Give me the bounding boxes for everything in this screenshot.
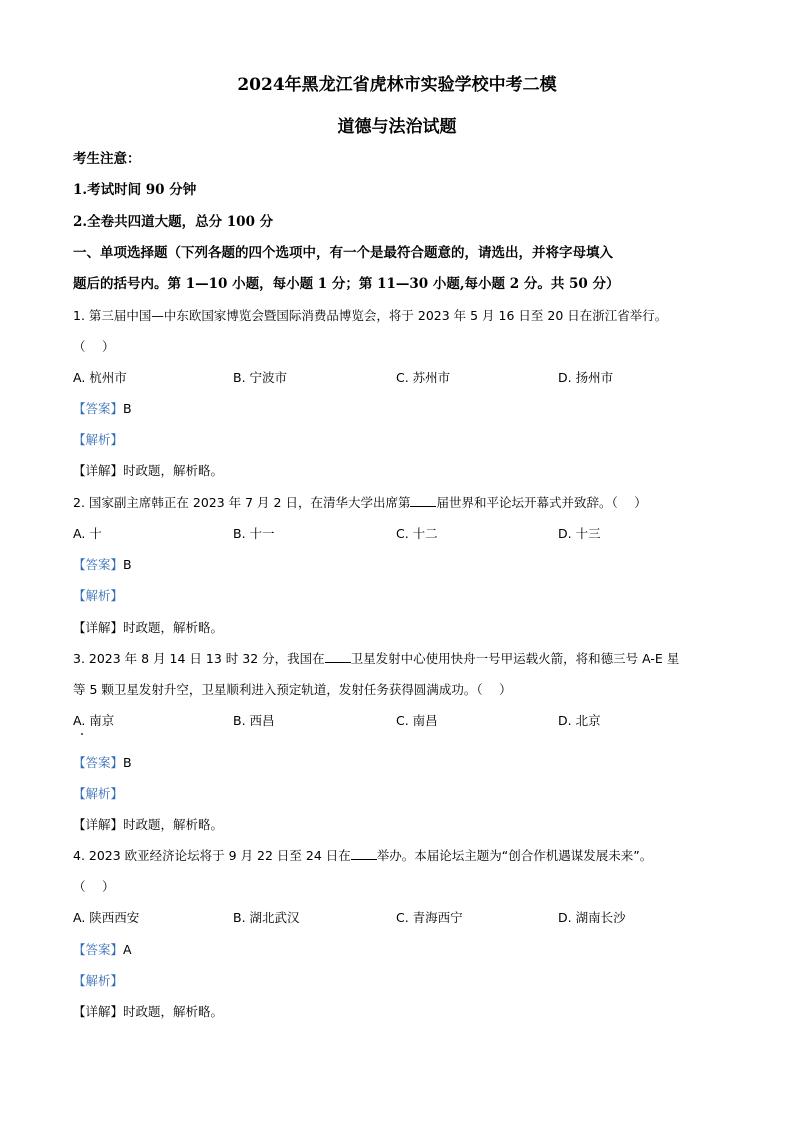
question-3-text-pre: 3. 2023 年 8 月 14 日 13 时 32 分，我国在 — [73, 651, 325, 666]
detail-text: 时政题，解析略。 — [123, 817, 224, 832]
notice-item: 2.全卷共四道大题，总分 100 分 — [73, 214, 274, 230]
question-4-text-post: 举办。本届论坛主题为“创合作机遇谋发展未来”。 — [376, 848, 653, 863]
question-3-text-cont: 等 5 颗卫星发射升空，卫星顺利进入预定轨道，发射任务获得圆满成功。（ ） — [73, 682, 512, 697]
question-2-text-pre: 2. 国家副主席韩正在 2023 年 7 月 2 日，在清华大学出席第 — [73, 495, 411, 510]
question-1-text: 1. 第三届中国—中东欧国家博览会暨国际消费品博览会，将于 2023 年 5 月 16 日至 20 日在浙江省举行。 — [73, 308, 668, 323]
analysis-line — [73, 784, 723, 804]
answer-value: B — [123, 401, 132, 416]
detail-label: 【详解】 — [73, 463, 124, 478]
detail-text: 时政题，解析略。 — [123, 620, 224, 635]
answer-value: A — [123, 942, 132, 957]
question-2-text-post: 届世界和平论坛开幕式并致辞。（ ） — [436, 495, 647, 510]
option-c: C. 青海西宁 — [396, 910, 463, 925]
exam-subtitle: 道德与法治试题 — [337, 117, 457, 137]
option-c: C. 十二 — [396, 526, 438, 541]
option-b: B. 宁波市 — [233, 370, 288, 385]
detail-label: 【详解】 — [73, 620, 124, 635]
question-1-options — [73, 368, 723, 388]
detail-line — [73, 461, 723, 481]
option-a: A. 陕西西安 — [73, 910, 140, 925]
answer-label: 【答案】 — [73, 401, 124, 416]
detail-line — [73, 815, 723, 835]
option-c: C. 南昌 — [396, 713, 438, 728]
fill-blank — [325, 650, 351, 663]
analysis-line — [73, 971, 723, 991]
option-a: A. 南京 — [73, 713, 115, 728]
stray-dot — [81, 733, 83, 735]
section-instructions-line: 一、单项选择题（下列各题的四个选项中，有一个是最符合题意的，请选出，并将字母填入 — [73, 245, 613, 261]
analysis-label: 【解析】 — [73, 432, 124, 447]
analysis-label: 【解析】 — [73, 786, 124, 801]
detail-text: 时政题，解析略。 — [123, 1004, 224, 1019]
option-d: D. 湖南长沙 — [558, 910, 626, 925]
question-4-text — [73, 846, 723, 866]
answer-label: 【答案】 — [73, 942, 124, 957]
answer-label: 【答案】 — [73, 557, 124, 572]
notice-heading: 考生注意： — [73, 151, 141, 167]
answer-value: B — [123, 557, 132, 572]
answer-label: 【答案】 — [73, 755, 124, 770]
detail-line — [73, 618, 723, 638]
detail-line — [73, 1002, 723, 1022]
section-instructions-line: 题后的括号内。第 1—10 小题，每小题 1 分；第 11—30 小题,每小题 2 分。共 50 分） — [73, 276, 620, 292]
analysis-line — [73, 430, 723, 450]
answer-line — [73, 399, 723, 419]
option-d: D. 扬州市 — [558, 370, 614, 385]
fill-blank — [410, 494, 436, 507]
answer-line — [73, 753, 723, 773]
question-4-text-pre: 4. 2023 欧亚经济论坛将于 9 月 22 日至 24 日在 — [73, 848, 351, 863]
exam-title: 2024年黑龙江省虎林市实验学校中考二模 — [237, 75, 557, 95]
option-c: C. 苏州市 — [396, 370, 451, 385]
detail-text: 时政题，解析略。 — [123, 463, 224, 478]
option-d: D. 十三 — [558, 526, 601, 541]
question-3-text-post: 卫星发射中心使用快舟一号甲运载火箭，将和德三号 A-E 星 — [350, 651, 680, 666]
detail-label: 【详解】 — [73, 1004, 124, 1019]
question-4-options — [73, 908, 723, 928]
question-3-options — [73, 711, 723, 731]
answer-line — [73, 555, 723, 575]
option-d: D. 北京 — [558, 713, 601, 728]
question-3-text — [73, 649, 723, 669]
option-b: B. 西昌 — [233, 713, 275, 728]
notice-item: 1.考试时间 90 分钟 — [73, 182, 197, 198]
option-b: B. 湖北武汉 — [233, 910, 300, 925]
question-2-options — [73, 524, 723, 544]
analysis-line — [73, 586, 723, 606]
analysis-label: 【解析】 — [73, 588, 124, 603]
option-b: B. 十一 — [233, 526, 275, 541]
answer-line — [73, 940, 723, 960]
detail-label: 【详解】 — [73, 817, 124, 832]
fill-blank — [351, 847, 377, 860]
analysis-label: 【解析】 — [73, 973, 124, 988]
question-4-paren: （ ） — [73, 879, 115, 894]
option-a: A. 十 — [73, 526, 102, 541]
answer-value: B — [123, 755, 132, 770]
option-a: A. 杭州市 — [73, 370, 127, 385]
question-2-text — [73, 493, 723, 513]
question-1-paren: （ ） — [73, 339, 115, 354]
